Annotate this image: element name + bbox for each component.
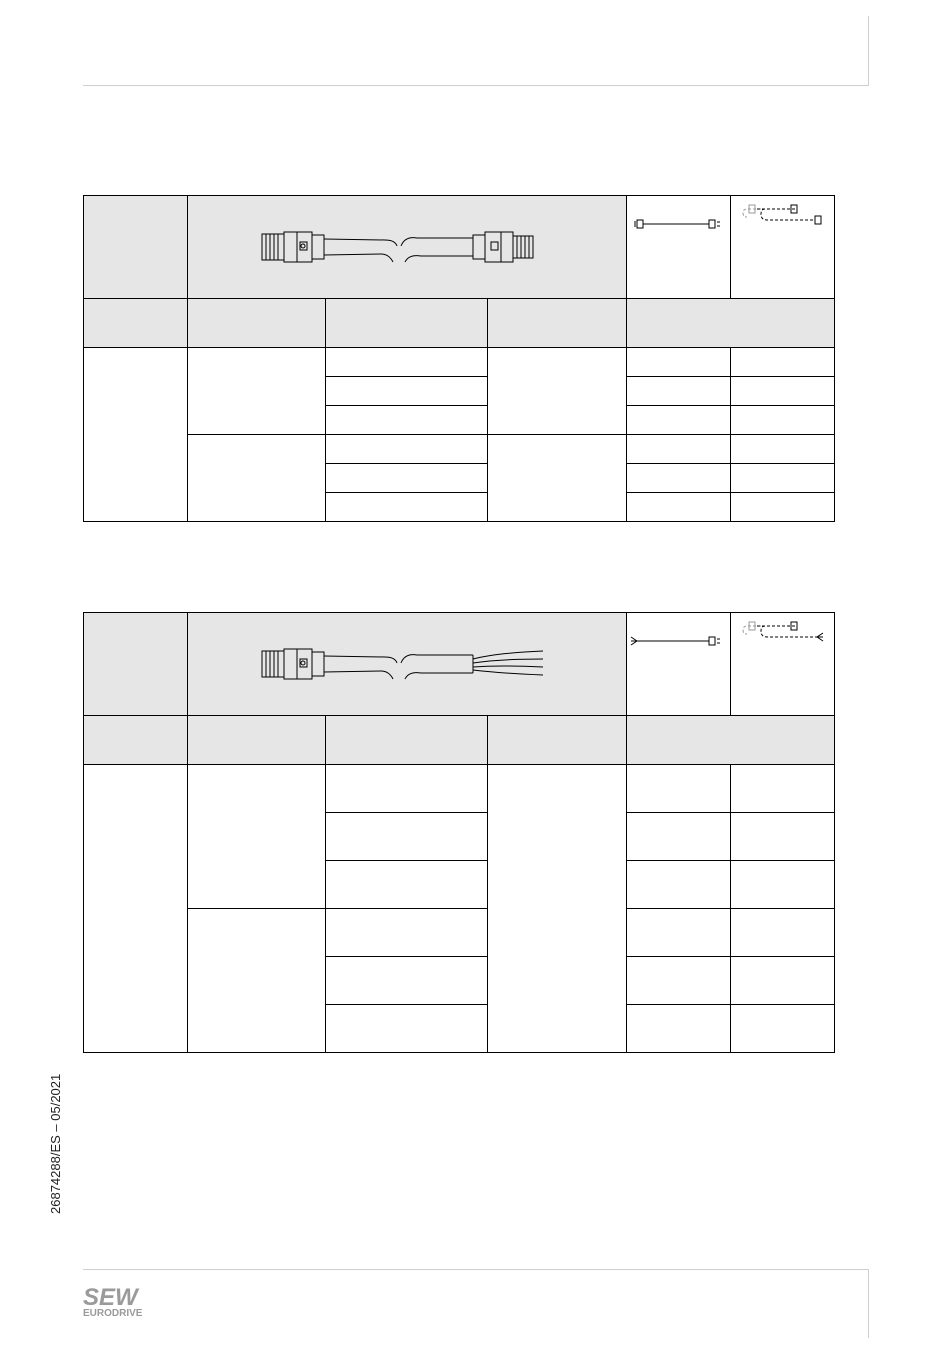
table-cell [731, 813, 835, 861]
logo-subtext: EURODRIVE [83, 1308, 143, 1319]
table-cell [731, 435, 835, 464]
fixed-installation-icon [627, 212, 727, 236]
table-cell [627, 861, 731, 909]
table-cell [326, 909, 488, 957]
table-cell [326, 957, 488, 1005]
cable-illustration-cell [188, 196, 627, 299]
table-cell [488, 348, 627, 435]
table-cell [188, 765, 326, 909]
table-cell [326, 493, 488, 522]
table-cell [731, 493, 835, 522]
table-cell [731, 909, 835, 957]
header-cell [488, 716, 627, 765]
drag-chain-open-end-icon [731, 617, 831, 647]
table-cell [731, 406, 835, 435]
table-cell [627, 813, 731, 861]
table-cell [326, 377, 488, 406]
table-cell [731, 348, 835, 377]
table-cell [731, 377, 835, 406]
table-cell [731, 765, 835, 813]
header-cell [627, 716, 835, 765]
footer-rule [83, 1269, 869, 1270]
table-cell [188, 435, 326, 522]
table-cell [627, 406, 731, 435]
table-cell [326, 813, 488, 861]
fixed-installation-cell [627, 196, 731, 299]
logo-text: SEW [83, 1284, 138, 1311]
table-cell [627, 348, 731, 377]
table-cell [326, 464, 488, 493]
drag-chain-installation-cell [731, 196, 835, 299]
header-rule [83, 85, 869, 86]
cable-table-connector-connector [83, 195, 835, 522]
table-cell [84, 348, 188, 522]
header-cell [188, 716, 326, 765]
table-cell [488, 765, 627, 1053]
footer-margin-line [868, 1270, 869, 1338]
table-cell [731, 464, 835, 493]
header-cell [326, 299, 488, 348]
table-cell [731, 957, 835, 1005]
table-cell [326, 1005, 488, 1053]
table-cell [731, 861, 835, 909]
drag-chain-installation-icon [731, 200, 831, 230]
header-cell [188, 299, 326, 348]
fixed-installation-open-end-icon [627, 629, 727, 653]
fixed-installation-cell [627, 613, 731, 716]
table-cell [488, 435, 627, 522]
table-cell [326, 861, 488, 909]
cable-illustration-cell [188, 613, 627, 716]
header-blank-cell [84, 613, 188, 716]
header-cell [84, 299, 188, 348]
table-cell [326, 348, 488, 377]
header-cell [488, 299, 627, 348]
table-cell [627, 909, 731, 957]
header-margin-line [868, 16, 869, 86]
table-cell [188, 348, 326, 435]
drag-chain-installation-cell [731, 613, 835, 716]
cable-with-connector-and-open-end [257, 639, 557, 689]
table-cell [188, 909, 326, 1053]
header-cell [84, 716, 188, 765]
table-cell [326, 765, 488, 813]
table-cell [627, 464, 731, 493]
table-cell [326, 406, 488, 435]
header-cell [326, 716, 488, 765]
cable-with-connector-both-ends [257, 222, 557, 272]
header-blank-cell [84, 196, 188, 299]
header-cell [627, 299, 835, 348]
table-cell [627, 435, 731, 464]
table-cell [326, 435, 488, 464]
cable-table-connector-open-end [83, 612, 835, 1053]
table-cell [627, 1005, 731, 1053]
document-id: 26874288/ES – 05/2021 [48, 1073, 63, 1214]
table-cell [627, 493, 731, 522]
sew-eurodrive-logo [83, 1283, 153, 1319]
table-cell [84, 765, 188, 1053]
table-cell [627, 957, 731, 1005]
table-cell [731, 1005, 835, 1053]
table-cell [627, 377, 731, 406]
table-cell [627, 765, 731, 813]
